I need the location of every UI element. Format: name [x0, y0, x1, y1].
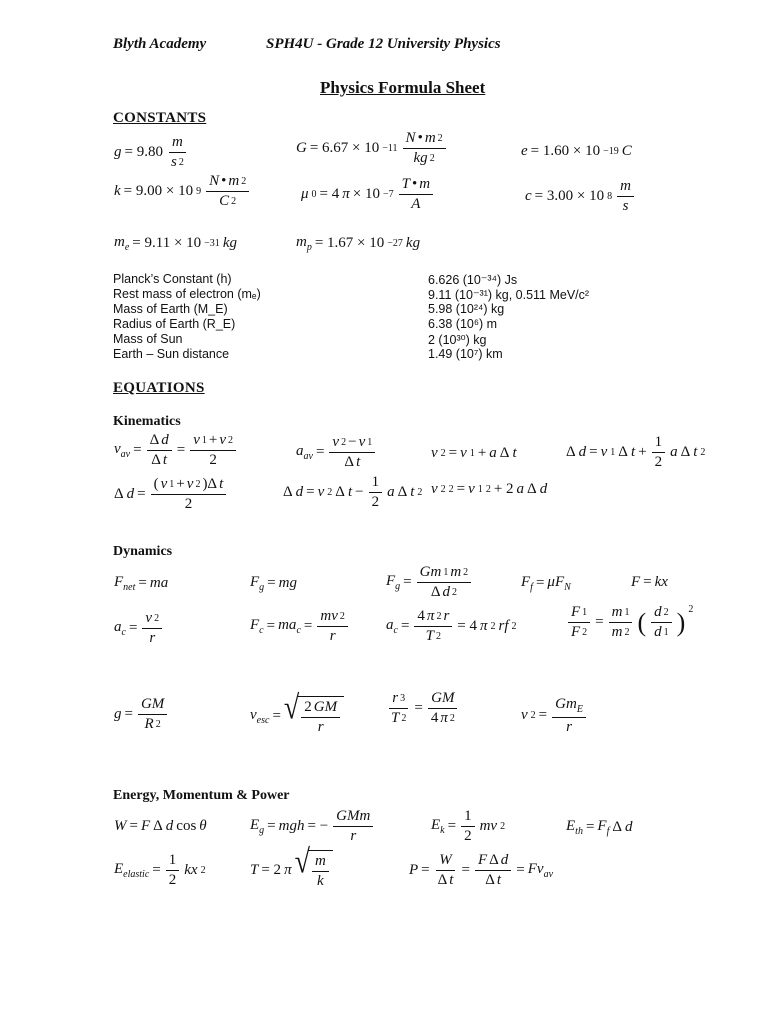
eq-vesc: $v_{esc}$ = √ 2 GM r — [250, 696, 344, 737]
constant-value: 9.11 (10⁻³¹) kg, 0.511 MeV/c² — [428, 288, 590, 302]
section-equations: EQUATIONS — [113, 380, 205, 396]
constant-value: 6.38 (10⁶) m — [428, 317, 498, 331]
eq-fnet: $F_{net}$ = ma — [114, 574, 169, 593]
eq-ac-v2r: $a_c$ = v 2 r — [114, 610, 164, 648]
eq-d-v2t-at2: Δ d = v 2 Δ t − $\frac{1}{2}$ a Δ t 2 — [283, 474, 423, 511]
eq-fg-mg: $F_g$ = mg — [250, 574, 297, 593]
constant-label: Mass of Sun — [113, 332, 183, 346]
constant-value: 2 (10³⁰) kg — [428, 333, 487, 347]
eq-power: P = W Δ t = F Δ d Δ t = $Fv_{av}$ — [409, 852, 554, 889]
eq-g-surface: g = 9.80 m s 2 — [114, 134, 184, 171]
eq-d-v1t-at2: Δ d = v 1 Δ t + $\frac{1}{2}$ a Δ t 2 — [566, 434, 706, 471]
eq-c-light: c = 3.00 × 10 8 $\frac{m}{s}$ — [525, 178, 636, 216]
eq-period-spring: T = 2 π √ $\frac{m}{k}$ — [250, 850, 333, 891]
eq-orbital-v: v 2 = $\frac{Gm_E}{r}$ — [521, 696, 588, 736]
eq-d-avg: Δ d = ( v 1 + v 2 )Δ t 2 — [114, 476, 228, 514]
eq-ac-period: $a_c$ = 4 π 2 r T 2 = 4 π 2 rf 2 — [386, 608, 517, 645]
section-constants: CONSTANTS — [113, 110, 207, 126]
eq-me: $m_e$ = 9.11 × 10 −31 kg — [114, 234, 237, 253]
eq-force-ratio: F 1 F 2 = m 1 m 2 ( d 2 d 1 ) $^2$ — [566, 604, 693, 642]
eq-v2-v1-at: v 2 = v 1 + a Δ t — [431, 445, 517, 461]
school-name: Blyth Academy — [113, 36, 207, 52]
eq-G-constant: G = 6.67 × 10 −11 N • m 2 kg 2 — [296, 130, 448, 168]
eq-g-GM: g = GM R 2 — [114, 696, 169, 734]
constant-label: Radius of Earth (R_E) — [113, 317, 236, 331]
eq-eg: $E_g$ = mgh = − $\frac{\text{GMm}}{r}$ — [250, 808, 375, 846]
constant-value: 5.98 (10²⁴) kg — [428, 302, 505, 316]
eq-v2sq: v 2 2 = v 1 2 + 2 a Δ d — [431, 481, 548, 497]
eq-mu0: μ 0 = 4 π × 10 −7 T • m A — [301, 176, 435, 214]
constant-value: 1.49 (10⁷) km — [428, 347, 503, 361]
constant-label: Earth – Sun distance — [113, 347, 230, 361]
eq-fc: $F_c$ = $ma_c$ = mv 2 r — [250, 608, 350, 646]
eq-mp: $m_p$ = 1.67 × 10 −27 kg — [296, 234, 421, 253]
page-title: Physics Formula Sheet — [320, 78, 486, 97]
eq-e-charge: e = 1.60 × 10 −19 C — [521, 143, 632, 159]
course-title: SPH4U - Grade 12 University Physics — [266, 36, 501, 52]
eq-hooke: F = kx — [631, 574, 668, 590]
eq-k-constant: k = 9.00 × 10 9 N • m 2 C 2 — [114, 173, 251, 211]
subsection-kinematics: Kinematics — [113, 414, 181, 429]
eq-vav: $v_{av}$ = Δ d Δ t = v 1 + v 2 2 — [114, 432, 238, 470]
eq-fg-gravitation: $F_g$ = Gm 1 m 2 Δ d 2 — [386, 564, 473, 602]
eq-kepler: r 3 T 2 = GM 4 π 2 — [386, 690, 460, 728]
eq-aav: $a_{av}$ = v 2 − v 1 Δ t — [296, 434, 377, 472]
subsection-dynamics: Dynamics — [113, 544, 173, 559]
eq-eth: $E_{th}$ = $F_f$ Δ d — [566, 818, 633, 837]
subsection-energy: Energy, Momentum & Power — [113, 788, 290, 803]
constant-label: Mass of Earth (M_E) — [113, 302, 228, 316]
eq-friction: $F_f$ = $\mu F_N$ — [521, 574, 571, 593]
constant-value: 6.626 (10⁻³⁴) Js — [428, 273, 518, 287]
constant-label: Planck’s Constant (h) — [113, 272, 232, 286]
constant-label: Rest mass of electron (mₑ) — [113, 287, 261, 301]
eq-ek: $E_k$ = $\frac{1}{2}$ mv 2 — [431, 808, 506, 845]
eq-elastic: $E_{elastic}$ = $\frac{1}{2}$ kx 2 — [114, 852, 206, 889]
eq-work: W = F Δ d cos θ — [114, 818, 207, 834]
